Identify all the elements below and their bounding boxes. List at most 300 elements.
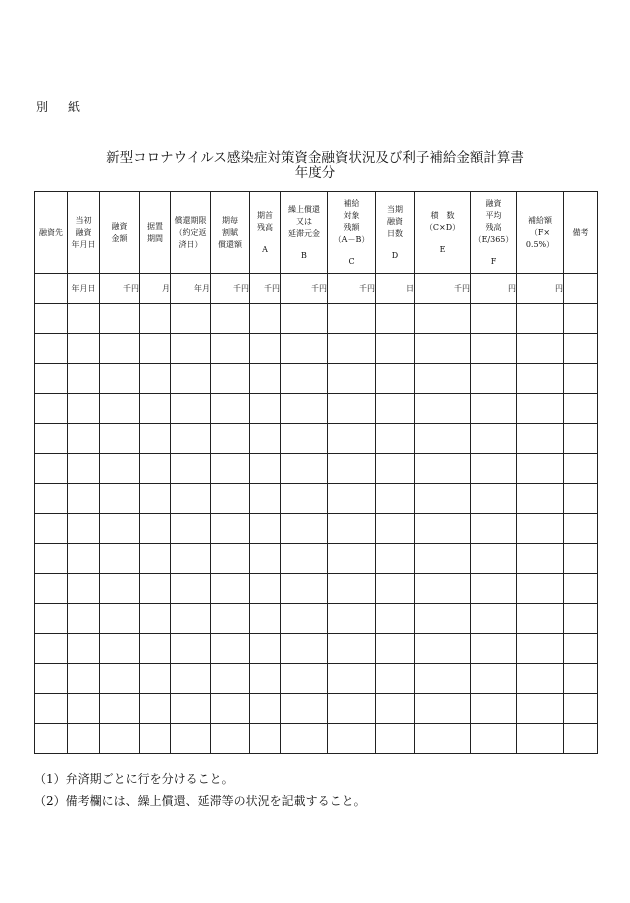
blank-cell[interactable] [211,304,250,334]
blank-cell[interactable] [211,724,250,754]
blank-cell[interactable] [328,634,376,664]
blank-cell[interactable] [376,514,415,544]
header-cell [250,192,281,274]
header-letter: F [490,256,497,266]
blank-cell[interactable] [171,304,211,334]
header-line: （E/365） [473,234,514,244]
blank-cell[interactable] [517,334,564,364]
blank-cell[interactable] [471,454,517,484]
blank-cell[interactable] [140,394,171,424]
blank-cell[interactable] [100,424,140,454]
blank-cell[interactable] [140,664,171,694]
header-letter: E [439,244,446,254]
blank-cell[interactable] [328,694,376,724]
blank-cell[interactable] [517,514,564,544]
blank-cell[interactable] [250,694,281,724]
blank-cell[interactable] [376,364,415,394]
header-line: 据置 [147,221,163,231]
blank-cell[interactable] [140,514,171,544]
header-spacer [376,240,414,250]
blank-cell[interactable] [281,334,328,364]
blank-cell[interactable] [68,424,100,454]
blank-cell[interactable] [376,724,415,754]
blank-cell[interactable] [376,454,415,484]
header-line: 補給額 [528,215,552,225]
blank-cell[interactable] [415,334,471,364]
header-cell [211,192,250,274]
header-line: 済日） [178,239,203,249]
blank-cell[interactable] [68,334,100,364]
blank-cell[interactable] [376,664,415,694]
blank-cell[interactable] [328,364,376,394]
blank-cell[interactable] [68,304,100,334]
header-line: 融資 [75,227,92,237]
blank-cell[interactable] [140,694,171,724]
blank-cell[interactable] [250,664,281,694]
header-line: 償還額 [218,239,242,249]
table-row [35,304,598,334]
blank-cell[interactable] [35,424,68,454]
blank-cell[interactable] [564,304,598,334]
table-row [35,334,598,364]
blank-cell[interactable] [35,454,68,484]
header-spacer [250,234,280,244]
blank-cell[interactable] [171,484,211,514]
blank-cell[interactable] [250,574,281,604]
blank-cell[interactable] [171,454,211,484]
blank-cell[interactable] [415,634,471,664]
blank-cell[interactable] [328,724,376,754]
header-line: （A－B） [333,234,370,244]
blank-cell[interactable] [471,424,517,454]
header-cell [376,192,415,274]
blank-cell[interactable] [471,364,517,394]
unit-cell: 日 [376,274,415,304]
blank-cell[interactable] [68,514,100,544]
header-cell [140,192,171,274]
blank-cell[interactable] [211,334,250,364]
blank-cell[interactable] [517,604,564,634]
blank-cell[interactable] [376,394,415,424]
note-2: （2）備考欄には、繰上償還、延滞等の状況を記載すること。 [34,794,366,808]
blank-cell[interactable] [171,394,211,424]
blank-cell[interactable] [328,424,376,454]
blank-cell[interactable] [415,514,471,544]
blank-cell[interactable] [250,514,281,544]
blank-cell[interactable] [140,304,171,334]
blank-cell[interactable] [68,604,100,634]
header-letter: D [391,250,399,260]
blank-cell[interactable] [376,304,415,334]
table-row [35,364,598,394]
blank-cell[interactable] [68,364,100,394]
blank-cell[interactable] [250,454,281,484]
blank-cell[interactable] [328,544,376,574]
header-line: 繰上償還 [288,204,320,214]
header-line: 備考 [572,227,589,237]
header-spacer [281,240,327,250]
blank-cell[interactable] [471,544,517,574]
blank-cell[interactable] [35,514,68,544]
table-row [35,604,598,634]
table-row [35,544,598,574]
blank-cell[interactable] [471,664,517,694]
blank-cell[interactable] [376,694,415,724]
blank-cell[interactable] [415,454,471,484]
blank-cell[interactable] [415,694,471,724]
blank-cell[interactable] [35,664,68,694]
header-line: 残高 [485,222,502,232]
blank-cell[interactable] [328,604,376,634]
header-letter: B [301,250,307,260]
blank-cell[interactable] [35,604,68,634]
blank-cell[interactable] [68,574,100,604]
blank-cell[interactable] [517,424,564,454]
blank-cell[interactable] [281,664,328,694]
blank-cell[interactable] [35,484,68,514]
blank-cell[interactable] [100,334,140,364]
unit-cell: 年月日 [68,274,100,304]
blank-cell[interactable] [471,334,517,364]
blank-cell[interactable] [35,364,68,394]
blank-cell[interactable] [415,724,471,754]
unit-cell: 千円 [211,274,250,304]
blank-cell[interactable] [250,364,281,394]
blank-cell[interactable] [415,364,471,394]
blank-cell[interactable] [564,454,598,484]
blank-cell[interactable] [211,604,250,634]
blank-cell[interactable] [564,694,598,724]
blank-cell[interactable] [171,574,211,604]
blank-cell[interactable] [281,634,328,664]
blank-cell[interactable] [328,334,376,364]
blank-cell[interactable] [328,514,376,544]
unit-cell: 円 [517,274,564,304]
blank-cell[interactable] [250,334,281,364]
blank-cell[interactable] [100,724,140,754]
blank-cell[interactable] [211,484,250,514]
blank-cell[interactable] [328,664,376,694]
blank-cell[interactable] [376,634,415,664]
blank-cell[interactable] [376,544,415,574]
header-line: 融資先 [39,227,63,237]
blank-cell[interactable] [35,334,68,364]
header-line: 残額 [343,222,360,232]
header-cell [471,192,517,274]
blank-cell[interactable] [140,724,171,754]
header-cell [517,192,564,274]
blank-cell[interactable] [376,424,415,454]
blank-cell[interactable] [35,694,68,724]
blank-cell[interactable] [250,484,281,514]
blank-cell[interactable] [100,604,140,634]
table-row [35,574,598,604]
blank-cell[interactable] [328,454,376,484]
blank-cell[interactable] [517,484,564,514]
blank-cell[interactable] [281,364,328,394]
document-title: 新型コロナウイルス感染症対策資金融資状況及び利子補給金額計算書 [106,150,524,166]
blank-cell[interactable] [517,544,564,574]
header-line: 融資 [485,198,502,208]
blank-cell[interactable] [250,544,281,574]
header-cell [564,192,598,274]
blank-cell[interactable] [171,634,211,664]
blank-cell[interactable] [376,604,415,634]
blank-cell[interactable] [415,424,471,454]
header-letter: A [262,244,268,254]
header-cell [328,192,376,274]
blank-cell[interactable] [140,544,171,574]
blank-cell[interactable] [328,484,376,514]
header-line: 日数 [387,228,403,238]
blank-cell[interactable] [211,694,250,724]
blank-cell[interactable] [171,334,211,364]
blank-cell[interactable] [471,304,517,334]
header-line: 補給 [343,198,360,208]
blank-cell[interactable] [35,394,68,424]
blank-cell[interactable] [68,544,100,574]
blank-cell[interactable] [211,514,250,544]
unit-cell: 千円 [328,274,376,304]
blank-cell[interactable] [376,574,415,604]
header-line: 償還期限 [174,215,207,225]
blank-cell[interactable] [517,394,564,424]
blank-cell[interactable] [171,514,211,544]
blank-cell[interactable] [171,664,211,694]
blank-cell[interactable] [140,364,171,394]
header-line: 対象 [343,210,360,220]
blank-cell[interactable] [100,574,140,604]
blank-cell[interactable] [415,604,471,634]
blank-cell[interactable] [281,544,328,574]
blank-cell[interactable] [517,364,564,394]
table-row [35,424,598,454]
header-line: 期毎 [222,215,238,225]
blank-cell[interactable] [211,424,250,454]
blank-cell[interactable] [415,664,471,694]
blank-cell[interactable] [100,394,140,424]
note-1: （1）弁済期ごとに行を分けること。 [34,772,234,786]
blank-cell[interactable] [564,574,598,604]
blank-cell[interactable] [140,424,171,454]
header-line: 期間 [147,233,163,243]
blank-cell[interactable] [281,454,328,484]
blank-cell[interactable] [211,664,250,694]
blank-cell[interactable] [471,574,517,604]
unit-cell: 千円 [100,274,140,304]
blank-cell[interactable] [35,544,68,574]
blank-cell[interactable] [250,394,281,424]
unit-cell: 千円 [281,274,328,304]
unit-cell: 年月 [171,274,211,304]
blank-cell[interactable] [328,394,376,424]
blank-cell[interactable] [471,604,517,634]
blank-cell[interactable] [250,634,281,664]
blank-cell[interactable] [281,394,328,424]
blank-cell[interactable] [281,484,328,514]
blank-cell[interactable] [471,514,517,544]
blank-cell[interactable] [140,454,171,484]
blank-cell[interactable] [328,574,376,604]
header-cell [171,192,211,274]
header-line: 金額 [111,233,128,243]
blank-cell[interactable] [328,304,376,334]
blank-cell[interactable] [517,574,564,604]
blank-cell[interactable] [211,574,250,604]
blank-cell[interactable] [471,484,517,514]
blank-cell[interactable] [415,484,471,514]
blank-cell[interactable] [140,634,171,664]
blank-cell[interactable] [171,724,211,754]
fiscal-year-label: 年度分 [294,165,336,181]
table-row [35,634,598,664]
blank-cell[interactable] [281,424,328,454]
blank-cell[interactable] [281,694,328,724]
blank-cell[interactable] [517,664,564,694]
blank-cell[interactable] [171,424,211,454]
blank-cell[interactable] [415,304,471,334]
blank-cell[interactable] [564,544,598,574]
blank-cell[interactable] [564,664,598,694]
header-cell [415,192,471,274]
unit-cell [35,274,68,304]
blank-cell[interactable] [517,634,564,664]
blank-cell[interactable] [100,634,140,664]
header-line: 残高 [257,222,273,232]
header-line: （C×D） [424,222,461,232]
header-line: 又は [296,216,312,226]
unit-cell: 月 [140,274,171,304]
blank-cell[interactable] [100,544,140,574]
header-line: 平均 [485,210,502,220]
header-line: 割賦 [222,227,238,237]
header-letter: C [348,256,355,266]
attachment-label: 別 紙 [36,100,85,114]
blank-cell[interactable] [250,424,281,454]
blank-cell[interactable] [564,514,598,544]
unit-cell [564,274,598,304]
header-cell [100,192,140,274]
blank-cell[interactable] [564,334,598,364]
table-row [35,664,598,694]
header-cell [68,192,100,274]
blank-cell[interactable] [140,334,171,364]
header-line: 融資 [387,216,403,226]
blank-cell[interactable] [68,454,100,484]
blank-cell[interactable] [415,394,471,424]
header-cell [281,192,328,274]
blank-cell[interactable] [564,484,598,514]
blank-cell[interactable] [376,334,415,364]
blank-cell[interactable] [211,394,250,424]
unit-cell: 千円 [415,274,471,304]
blank-cell[interactable] [211,634,250,664]
blank-cell[interactable] [250,604,281,634]
blank-cell[interactable] [281,304,328,334]
header-line: 当期 [387,204,403,214]
blank-cell[interactable] [35,574,68,604]
blank-cell[interactable] [517,304,564,334]
blank-cell[interactable] [281,574,328,604]
unit-cell: 円 [471,274,517,304]
header-line: 0.5%） [525,239,555,249]
blank-cell[interactable] [100,484,140,514]
blank-cell[interactable] [68,484,100,514]
blank-cell[interactable] [171,544,211,574]
header-line: （約定返 [174,227,207,237]
blank-cell[interactable] [140,574,171,604]
blank-cell[interactable] [68,724,100,754]
blank-cell[interactable] [100,694,140,724]
blank-cell[interactable] [471,724,517,754]
blank-cell[interactable] [564,394,598,424]
blank-cell[interactable] [68,664,100,694]
blank-cell[interactable] [35,724,68,754]
blank-cell[interactable] [415,574,471,604]
units-row [35,274,598,304]
header-line: 積 数 [430,210,455,220]
header-line: 年月日 [71,239,96,249]
blank-cell[interactable] [415,544,471,574]
blank-cell[interactable] [281,604,328,634]
blank-cell[interactable] [100,364,140,394]
blank-cell[interactable] [100,514,140,544]
blank-cell[interactable] [281,724,328,754]
blank-cell[interactable] [211,544,250,574]
blank-cell[interactable] [35,304,68,334]
blank-cell[interactable] [564,634,598,664]
header-line: 当初 [75,215,92,225]
blank-cell[interactable] [171,604,211,634]
table-row [35,724,598,754]
blank-cell[interactable] [564,724,598,754]
blank-cell[interactable] [250,724,281,754]
blank-cell[interactable] [68,694,100,724]
blank-cell[interactable] [376,484,415,514]
blank-cell[interactable] [35,634,68,664]
blank-cell[interactable] [140,484,171,514]
blank-cell[interactable] [250,304,281,334]
blank-cell[interactable] [517,724,564,754]
blank-cell[interactable] [471,394,517,424]
blank-cell[interactable] [471,694,517,724]
blank-cell[interactable] [171,364,211,394]
blank-cell[interactable] [281,514,328,544]
blank-cell[interactable] [100,454,140,484]
notes [34,768,366,812]
blank-cell[interactable] [564,424,598,454]
blank-cell[interactable] [564,604,598,634]
blank-cell[interactable] [100,664,140,694]
table-row [35,514,598,544]
header-line: （F× [529,227,551,237]
blank-cell[interactable] [68,394,100,424]
blank-cell[interactable] [211,364,250,394]
blank-cell[interactable] [171,694,211,724]
unit-cell: 千円 [250,274,281,304]
blank-cell[interactable] [211,454,250,484]
blank-cell[interactable] [471,634,517,664]
blank-cell[interactable] [517,454,564,484]
blank-cell[interactable] [68,634,100,664]
header-spacer [471,246,516,256]
header-cell [35,192,68,274]
blank-cell[interactable] [517,694,564,724]
blank-cell[interactable] [140,604,171,634]
blank-cell[interactable] [564,364,598,394]
blank-cell[interactable] [100,304,140,334]
subsidy-calculation-table [34,191,598,754]
